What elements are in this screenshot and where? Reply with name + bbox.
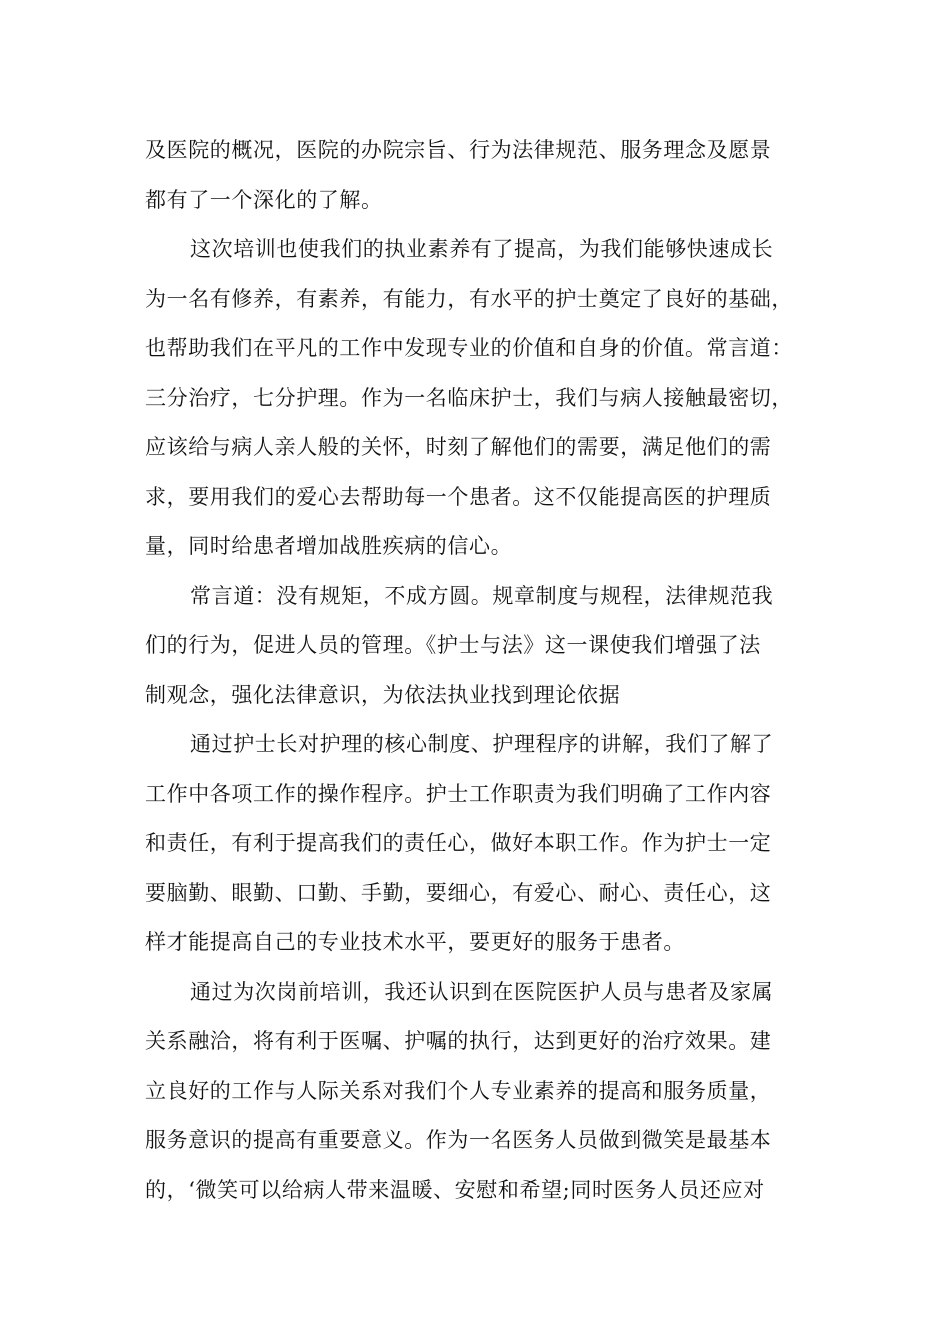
text-line: 三分治疗，七分护理。作为一名临床护士，我们与病人接触最密切，	[145, 385, 793, 410]
text-line: 及医院的概况，医院的办院宗旨、行为法律规范、服务理念及愿景	[145, 138, 772, 162]
text-line: 要脑勤、眼勤、口勤、手勤，要细心，有爱心、耐心、责任心，这	[145, 880, 772, 905]
text-line: 们的行为，促进人员的管理。《护士与法》这一课使我们增强了法	[145, 633, 761, 657]
text-line: 通过护士长对护理的核心制度、护理程序的讲解，我们了解了	[190, 732, 774, 756]
text-line: 制观念，强化法律意识，为依法执业找到理论依据	[145, 682, 621, 707]
text-line: 量，同时给患者增加战胜疾病的信心。	[145, 534, 513, 558]
text-line: 也帮助我们在平凡的工作中发现专业的价值和自身的价值。常言道：	[145, 336, 793, 360]
text-line: 的，‘微笑可以给病人带来温暖、安慰和希望;同时医务人员还应对	[145, 1177, 765, 1202]
text-line: 为一名有修养，有素养，有能力，有水平的护士奠定了良好的基础，	[145, 286, 793, 311]
text-line: 通过为次岗前培训，我还认识到在医院医护人员与患者及家属	[190, 979, 774, 1004]
text-line: 关系融洽，将有利于医嘱、护嘱的执行，达到更好的治疗效果。建	[145, 1029, 772, 1053]
text-line: 工作中各项工作的操作程序。护士工作职责为我们明确了工作内容	[145, 781, 772, 806]
text-line: 样才能提高自己的专业技术水平，要更好的服务于患者。	[145, 930, 685, 954]
text-line: 这次培训也使我们的执业素养有了提高，为我们能够快速成长	[190, 237, 774, 261]
document-body	[145, 126, 815, 1215]
text-line: 求，要用我们的爱心去帮助每一个患者。这不仅能提高医的护理质	[145, 484, 772, 509]
text-line: 都有了一个深化的了解。	[145, 187, 383, 212]
text-line: 和责任，有利于提高我们的责任心，做好本职工作。作为护士一定	[145, 831, 772, 855]
text-line: 应该给与病人亲人般的关怀，时刻了解他们的需要，满足他们的需	[145, 435, 772, 459]
text-line: 常言道：没有规矩，不成方圆。规章制度与规程，法律规范我	[190, 583, 774, 608]
text-line: 立良好的工作与人际关系对我们个人专业素养的提高和服务质量，	[145, 1078, 772, 1103]
text-line: 服务意识的提高有重要意义。作为一名医务人员做到微笑是最基本	[145, 1128, 772, 1152]
